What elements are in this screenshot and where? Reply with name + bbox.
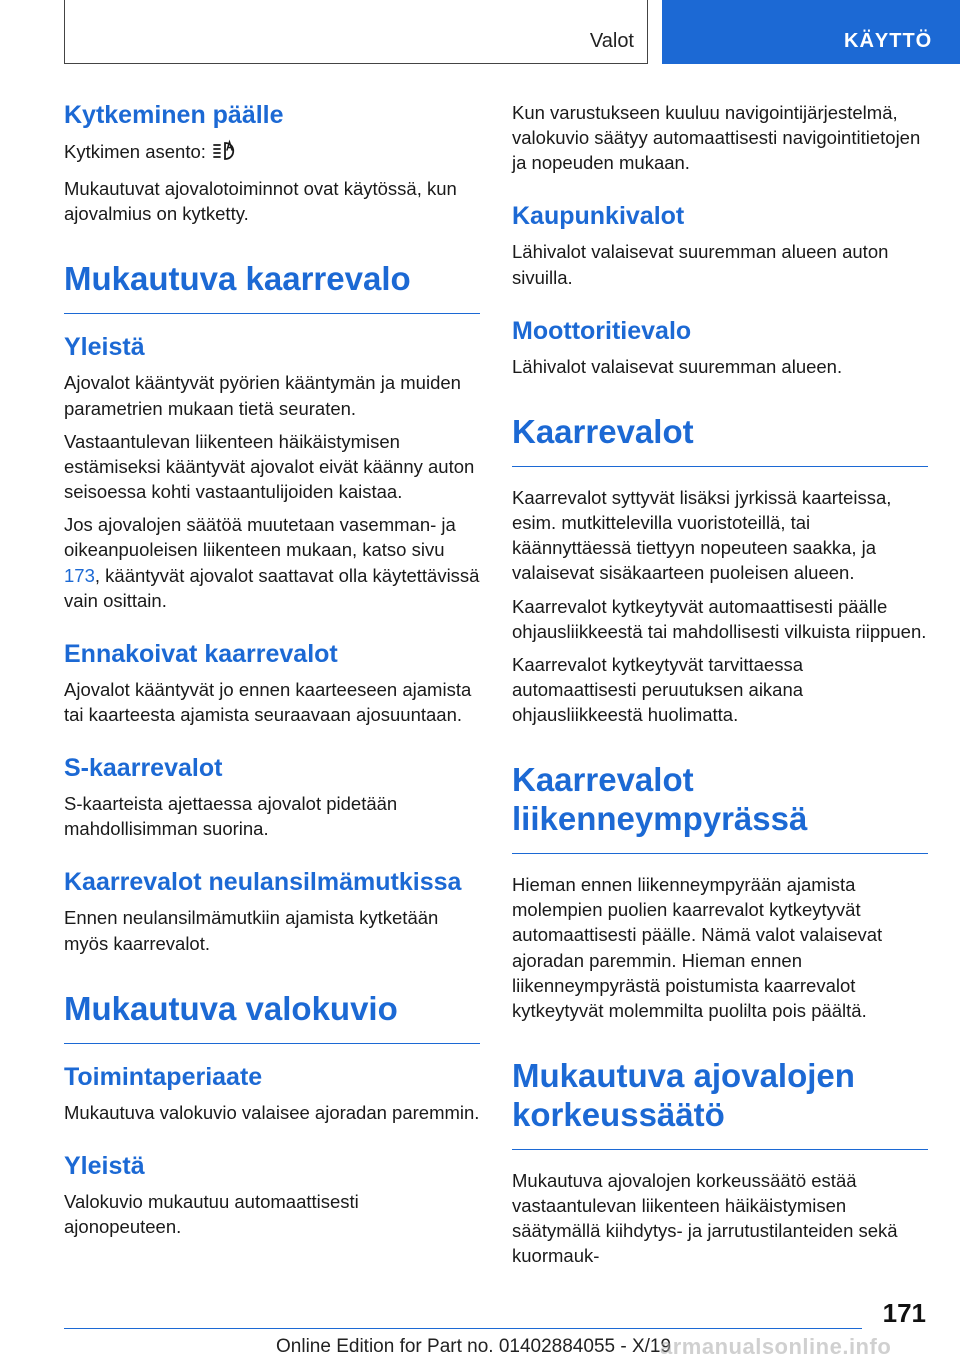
heading-kytkeminen: Kytkeminen päälle [64, 101, 284, 129]
paragraph: Kun varustukseen kuuluu navigointijärjestelmä, valokuvio säätyy automaattisesti navigointitietojen ja nopeuden mukaan. [512, 102, 921, 174]
left-column [64, 100, 480, 1247]
heading-mukautuva-ajovalojen-korkeussaato: Mukautuva ajovalojen korkeussäätö [512, 1057, 928, 1150]
paragraph: Valokuvio mukautuu automaattisesti ajonopeuteen. [64, 1190, 359, 1237]
footer-edition: Online Edition for Part no. 01402884055 - X/19 [276, 1336, 672, 1357]
page-number: 171 [882, 1298, 926, 1328]
header-section-title: Valot [589, 30, 634, 52]
heading-ennakoivat-kaarrevalot: Ennakoivat kaarrevalot [64, 639, 338, 668]
watermark: armanualsonline.info [660, 1334, 892, 1359]
paragraph: Mukautuva valokuvio valaisee ajoradan paremmin. [64, 1101, 480, 1123]
paragraph: Hieman ennen liikenneympyrään ajamista molempien puolien kaarrevalot kytkeytyvät automaattisesti päälle. Nämä valot valaisevat ajoradan paremmin. Hieman ennen liikenneympyrästä poistumista kaarrevalot kytkeytyvät molemmilta puolilta pois päältä. [512, 874, 883, 1021]
header-chapter-label: KÄYTTÖ [844, 30, 933, 52]
paragraph: Vastaantulevan liikenteen häikäistymisen estämiseksi kääntyvät ajovalot eivät käänny auton seisoessa kohti vastaantulijoiden kaistaa. [64, 430, 475, 503]
paragraph: Mukautuva ajovalojen korkeussäätö estää vastaantulevan liikenteen häikäistymisen säätymällä kiihdytys- ja jarrutustilanteiden sekä kuormauk- [512, 1169, 898, 1267]
heading-yleista-2: Yleistä [64, 1151, 145, 1180]
heading-kaarrevalot-neulansilmamutkissa: Kaarrevalot neulansilmämutkissa [64, 868, 462, 897]
heading-kaarrevalot-liikenneympyrassa: Kaarrevalot liikenneympyrässä [512, 761, 928, 854]
switch-position-text: Kytkimen asento: [64, 138, 480, 168]
heading-toimintaperiaate: Toimintaperiaate [64, 1062, 263, 1091]
paragraph: Ennen neulansilmämutkiin ajamista kytketään myös kaarrevalot. [64, 907, 439, 954]
paragraph: Lähivalot valaisevat suuremman alueen. [512, 355, 843, 377]
paragraph: Kaarrevalot syttyvät lisäksi jyrkissä kaarteissa, esim. mutkittelevilla vuoristoteillä, tai käännyttäessä tiettyyn nopeuteen saakka, ja valaisevat sisäkaarteen puoleisen alueen. [512, 486, 892, 584]
page-link-173[interactable]: 173 [64, 564, 95, 586]
heading-moottoritievalo: Moottoritievalo [512, 316, 692, 345]
heading-yleista: Yleistä [64, 333, 145, 362]
paragraph: Mukautuvat ajovalotoiminnot ovat käytössä, kun ajovalmius on kytketty. [64, 178, 457, 225]
paragraph: S-kaarteista ajettaessa ajovalot pidetään mahdollisimman suorina. [64, 793, 398, 840]
header-chapter-tab[interactable] [662, 0, 960, 64]
paragraph: Ajovalot kääntyvät jo ennen kaarteeseen ajamista tai kaarteesta ajamista seuraavaan ajosuuntaan. [64, 678, 472, 725]
right-column [512, 100, 928, 1277]
heading-mukautuva-kaarrevalo: Mukautuva kaarrevalo [64, 260, 480, 314]
paragraph: Kaarrevalot kytkeytyvät automaattisesti päälle ohjausliikkeestä tai mahdollisesti vilkuista riippuen. [512, 595, 927, 642]
header-frame [64, 0, 648, 64]
paragraph: Kaarrevalot kytkeytyvät tarvittaessa automaattisesti peruutuksen aikana ohjausliikkeestä huolimatta. [512, 653, 804, 726]
paragraph-with-link: Jos ajovalojen säätöä muutetaan vasemman- ja oikeanpuoleisen liikenteen mukaan, katso sivu 173, kääntyvät ajovalot saattavat olla käytettävissä vain osittain. [64, 514, 480, 611]
heading-kaupunkivalot: Kaupunkivalot [512, 202, 685, 231]
footer-divider [64, 1328, 862, 1329]
auto-headlight-icon [212, 138, 240, 168]
paragraph: Lähivalot valaisevat suuremman alueen auton sivuilla. [512, 241, 889, 288]
heading-kaarrevalot: Kaarrevalot [512, 413, 928, 467]
heading-s-kaarrevalot: S-kaarrevalot [64, 754, 223, 783]
heading-mukautuva-valokuvio: Mukautuva valokuvio [64, 990, 480, 1044]
paragraph: Ajovalot kääntyvät pyörien kääntymän ja muiden parametrien mukaan tietä seuraten. [64, 372, 461, 419]
